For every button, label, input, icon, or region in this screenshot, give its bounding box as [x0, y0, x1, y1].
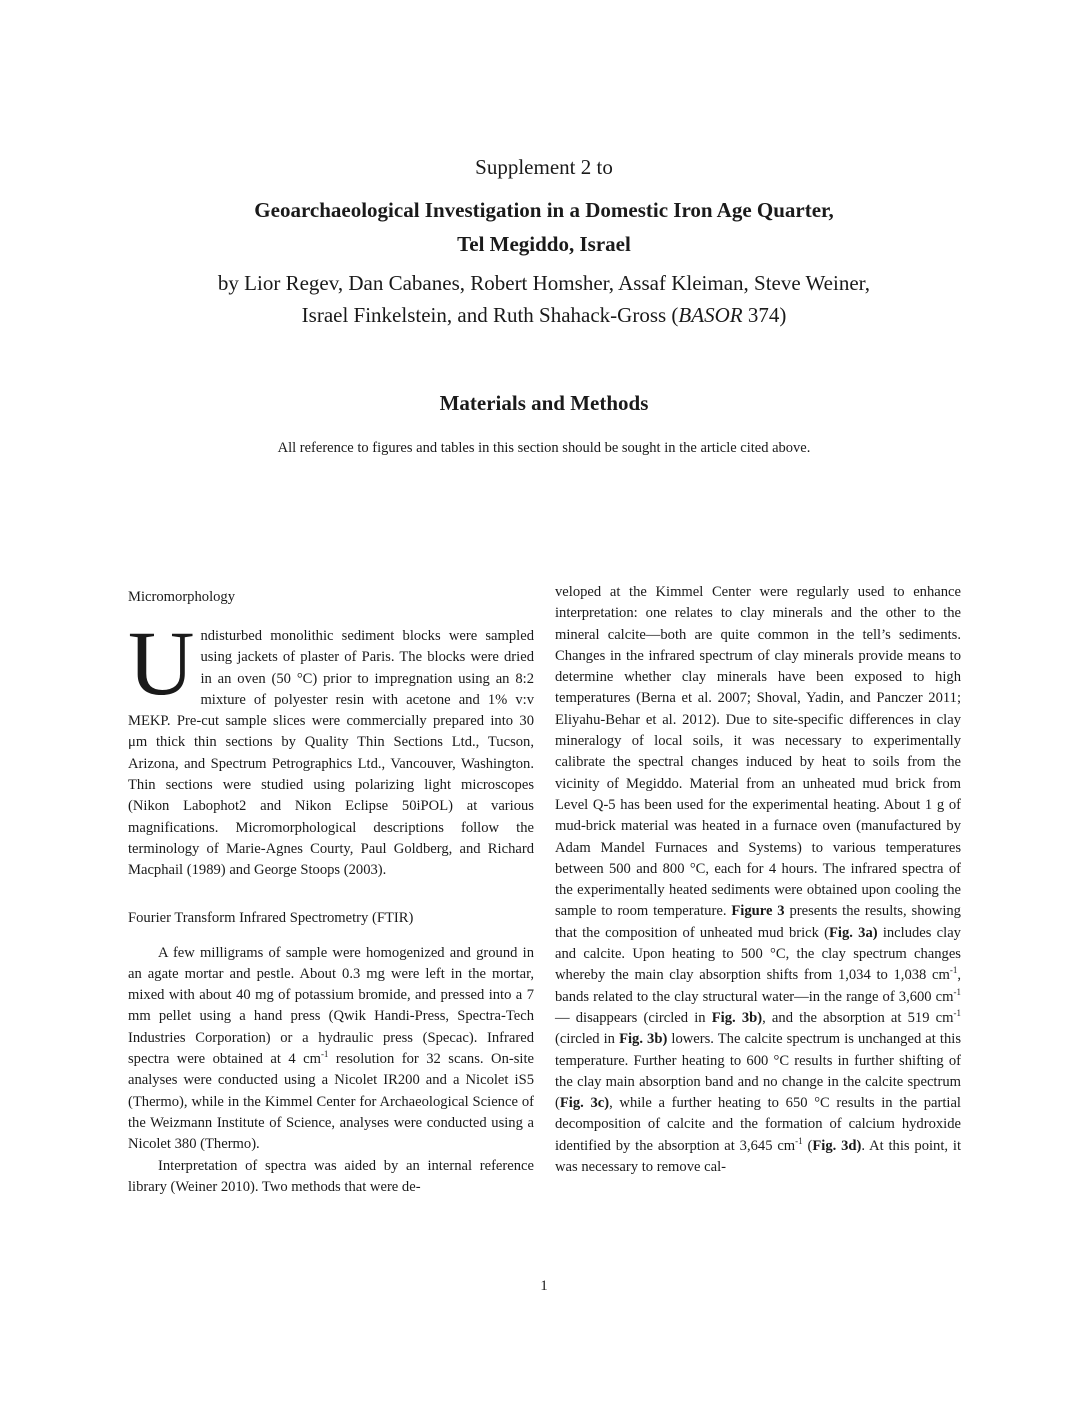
ftir-text-b: resolution for 32 scans. On-site analyses were conducted using a Nicolet IR200 and a Nicolet iS5 (Thermo), while in the Kimmel Center for Archaeological Science of the Weizmann Institute of Science, analyses were conducted using a Nicolet 380 (Thermo). — [128, 1051, 534, 1153]
heading-micromorphology: Micromorphology — [128, 589, 236, 605]
right-text-3: includes clay and calcite. Upon heating to 500 °C, the clay spectrum changes whereby the main clay absorption shifts from 1,034 to 1,038 cm — [555, 924, 961, 984]
section-title: Materials and Methods — [439, 391, 649, 415]
section-note: All reference to figures and tables in this section should be sought in the article cited above. — [277, 440, 811, 456]
authors-line-1: by Lior Regev, Dan Cabanes, Robert Homsher, Assaf Kleiman, Steve Weiner, — [217, 271, 871, 295]
article-title-line-1: Geoarchaeological Investigation in a Domestic Iron Age Quarter, — [254, 198, 834, 222]
authors — [0, 267, 1088, 331]
article-title — [0, 193, 1088, 261]
authors-line-2-text: Israel Finkelstein, and Ruth Shahack-Gross ( — [301, 303, 679, 327]
paragraph-ftir-1 — [128, 943, 534, 1156]
superscript: -1 — [795, 1135, 803, 1146]
right-text-8: lowers. The calcite spectrum is unchanged at this temperature. Further heating to 600 °C results in further shifting of the clay main absorption band and no change in the calcite spectrum ( — [555, 1031, 961, 1112]
journal-name: BASOR — [678, 303, 743, 327]
figure-ref: Fig. 3a) — [829, 924, 878, 941]
drop-cap: U — [128, 612, 195, 714]
figure-ref: Figure 3 — [731, 903, 785, 920]
article-title-line-2: Tel Megiddo, Israel — [457, 232, 631, 256]
superscript: -1 — [320, 1049, 329, 1060]
right-text-2: presents the results, showing that the composition of unheated mud brick ( — [555, 903, 961, 941]
paragraph-ftir-2: Interpretation of spectra was aided by an internal reference library (Weiner 2010). Two methods that were de- — [128, 1157, 534, 1195]
figure-ref: Fig. 3d) — [812, 1137, 862, 1154]
figure-ref: Fig. 3b) — [619, 1031, 668, 1048]
page-number: 1 — [540, 1278, 548, 1294]
figure-ref: Fig. 3b) — [711, 1009, 763, 1026]
paragraph-right — [555, 582, 961, 1178]
heading-ftir: Fourier Transform Infrared Spectrometry (FTIR) — [128, 909, 414, 926]
paragraph-micromorphology — [128, 612, 534, 882]
ftir-text-a: A few milligrams of sample were homogenized and ground in an agate mortar and pestle. About 0.3 mg were left in the mortar, mixed with about 40 mg of potassium bromide, and pressed into a 7 mm pellet using a hand press (Qwik Handi-Press, Spectra-Tech Industries Corporation) or a hydraulic press (Specac). Infrared spectra were obtained at 4 cm — [128, 944, 534, 1068]
right-text-6: , and the absorption at 519 cm — [762, 1009, 954, 1026]
right-text-9: , while a further heating to 650 °C results in the partial decomposition of calcite and the formation of calcium hydroxide identified by the absorption at 3,645 cm — [555, 1095, 961, 1154]
right-text-5: — disappears (circled in — [555, 1009, 712, 1026]
right-text-1: veloped at the Kimmel Center were regularly used to enhance interpretation: one relates to clay minerals and the other to the mineral calcite—both are quite common in the tell’s sediments. Changes in the infrared spectrum of clay minerals provide means to determine whether clay minerals have been exposed to high temperatures (Berna et al. 2007; Shoval, Yadin, and Panczer 2011; Eliyahu-Behar et al. 2012). Due to site-specific differences in clay mineralogy of local soils, it was necessary to experimentally calibrate the spectral changes induced by heat to soils from the vicinity of Megiddo. Material from an unheated mud brick from Level Q-5 has been used for the experimental heating. About 1 g of mud-brick material was heated in a furnace oven (manufactured by Adam Mandel Furnaces and Systems) to various temperatures between 500 and 800 °C, each for 4 hours. The infrared spectra of the experimentally heated sediments were obtained upon cooling the sample to room temperature. — [555, 584, 961, 920]
right-text-4: , bands related to the clay structural water—in the range of 3,600 cm — [555, 967, 961, 1005]
authors-line-2-end: 374) — [742, 303, 787, 327]
figure-ref: Fig. 3c) — [559, 1095, 610, 1112]
supplement-label: Supplement 2 to — [475, 155, 613, 179]
micromorphology-text: ndisturbed monolithic sediment blocks were sampled using jackets of plaster of Paris. The blocks were dried in an oven (50 °C) prior to impregnation using an 8:2 mixture of polyester resin with acetone and 1% v:v MEKP. Pre-cut sample slices were commercially prepared into 30 μm thick thin sections by Quality Thin Sections Ltd., Tucson, Arizona, and Spectrum Petrographics Ltd., Vancouver, Washington. Thin sections were studied using polarizing light microscopes (Nikon Labophot2 and Nikon Eclipse 50iPOL) at various magnifications. Micromorphological descriptions follow the terminology of Marie-Agnes Courty, Paul Goldberg, and Richard Macphail (1989) and George Stoops (2003). — [128, 628, 534, 879]
right-text-10: ( — [802, 1137, 813, 1154]
right-text-11: . At this point, it was necessary to remove cal- — [555, 1137, 962, 1176]
right-column — [555, 582, 961, 1178]
authors-line-2 — [0, 299, 1088, 331]
left-column — [128, 582, 534, 1198]
superscript: -1 — [953, 986, 961, 997]
superscript: -1 — [953, 1008, 961, 1019]
superscript: -1 — [949, 965, 958, 976]
right-text-7: (circled in — [555, 1031, 620, 1048]
